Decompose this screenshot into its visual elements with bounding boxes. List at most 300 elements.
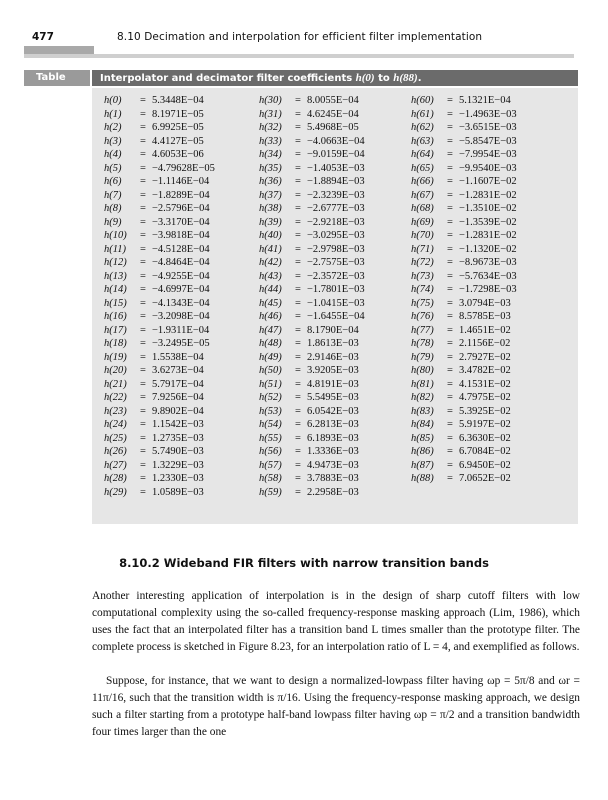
table-row bbox=[259, 189, 365, 203]
table-row bbox=[411, 445, 517, 459]
coefficient-label: h(71) bbox=[411, 243, 434, 255]
equals-sign: = bbox=[140, 122, 146, 133]
table-row bbox=[259, 94, 365, 108]
coefficient-value: 6.9450E−02 bbox=[459, 459, 511, 471]
equals-sign: = bbox=[295, 230, 301, 241]
coefficient-value: 3.6273E−04 bbox=[152, 365, 204, 376]
table-row bbox=[411, 378, 517, 392]
equals-sign: = bbox=[140, 473, 146, 484]
table-row bbox=[411, 405, 517, 419]
table-column-1 bbox=[104, 94, 215, 499]
coefficient-label: h(26) bbox=[104, 446, 127, 457]
table-row bbox=[259, 378, 365, 392]
coefficient-value: −4.5128E−04 bbox=[152, 243, 210, 255]
coefficient-value: 4.8191E−03 bbox=[307, 378, 359, 390]
coefficient-value: 5.7917E−04 bbox=[152, 378, 204, 390]
coefficient-label: h(49) bbox=[259, 351, 282, 363]
coefficient-label: h(43) bbox=[259, 270, 282, 282]
table-row bbox=[259, 391, 365, 405]
coefficient-value: 6.1893E−03 bbox=[307, 432, 359, 444]
equals-sign: = bbox=[140, 446, 146, 457]
table-row bbox=[259, 472, 365, 486]
table-row bbox=[104, 202, 215, 216]
equals-sign: = bbox=[295, 257, 301, 268]
table-row bbox=[259, 351, 365, 365]
table-row bbox=[411, 283, 517, 297]
equals-sign: = bbox=[447, 405, 453, 417]
table-row bbox=[104, 459, 215, 473]
coefficient-label: h(37) bbox=[259, 189, 282, 201]
coefficient-value: 6.9925E−05 bbox=[152, 122, 204, 133]
coefficient-value: 4.6245E−04 bbox=[307, 108, 359, 120]
coefficient-value: −2.9218E−03 bbox=[307, 216, 365, 228]
table-row bbox=[259, 405, 365, 419]
coefficient-value: 7.0652E−02 bbox=[459, 473, 511, 484]
coefficient-value: 1.2735E−03 bbox=[152, 432, 204, 444]
equals-sign: = bbox=[295, 243, 301, 255]
equals-sign: = bbox=[140, 338, 146, 349]
equals-sign: = bbox=[140, 95, 146, 106]
coefficient-value: 5.4968E−05 bbox=[307, 122, 359, 133]
table-row bbox=[104, 148, 215, 162]
equals-sign: = bbox=[295, 446, 301, 457]
equals-sign: = bbox=[447, 378, 453, 390]
coefficient-value: 5.5495E−03 bbox=[307, 392, 359, 403]
equals-sign: = bbox=[140, 176, 146, 187]
coefficient-label: h(31) bbox=[259, 108, 282, 120]
table-row bbox=[259, 256, 365, 270]
coefficient-label: h(6) bbox=[104, 176, 122, 187]
equals-sign: = bbox=[295, 189, 301, 201]
equals-sign: = bbox=[140, 351, 146, 363]
coefficient-label: h(75) bbox=[411, 297, 434, 309]
table-row bbox=[259, 283, 365, 297]
coefficient-label: h(12) bbox=[104, 257, 127, 268]
coefficient-label: h(48) bbox=[259, 338, 282, 349]
running-head: 8.10 Decimation and interpolation for efficient filter implementation bbox=[117, 31, 483, 43]
coefficient-value: −2.6777E−03 bbox=[307, 203, 365, 214]
equals-sign: = bbox=[447, 257, 453, 268]
table-row bbox=[411, 216, 517, 230]
table-row bbox=[259, 216, 365, 230]
coefficient-value: 5.1321E−04 bbox=[459, 95, 511, 106]
table-row bbox=[104, 229, 215, 243]
coefficient-value: −1.3539E−02 bbox=[459, 216, 517, 228]
table-row bbox=[104, 270, 215, 284]
equals-sign: = bbox=[447, 419, 453, 430]
coefficient-value: −1.3510E−02 bbox=[459, 203, 517, 214]
coefficient-value: 5.3925E−02 bbox=[459, 405, 511, 417]
coefficient-label: h(18) bbox=[104, 338, 127, 349]
coefficient-label: h(50) bbox=[259, 365, 282, 376]
coefficient-value: −3.3170E−04 bbox=[152, 216, 210, 228]
equals-sign: = bbox=[140, 203, 146, 214]
coefficient-label: h(68) bbox=[411, 203, 434, 214]
equals-sign: = bbox=[447, 284, 453, 295]
coefficient-label: h(32) bbox=[259, 122, 282, 133]
coefficient-label: h(52) bbox=[259, 392, 282, 403]
coefficient-value: −4.79628E−05 bbox=[152, 162, 215, 174]
equals-sign: = bbox=[447, 297, 453, 309]
table-row bbox=[259, 162, 365, 176]
coefficient-value: −1.9311E−04 bbox=[152, 324, 210, 336]
equals-sign: = bbox=[447, 203, 453, 214]
coefficient-label: h(63) bbox=[411, 135, 434, 147]
coefficient-value: −3.2495E−05 bbox=[152, 338, 210, 349]
table-row bbox=[259, 337, 365, 351]
table-row bbox=[104, 189, 215, 203]
equals-sign: = bbox=[447, 216, 453, 228]
table-row bbox=[104, 216, 215, 230]
table-row bbox=[104, 364, 215, 378]
coefficient-label: h(64) bbox=[411, 149, 434, 160]
coefficient-label: h(29) bbox=[104, 486, 127, 498]
coefficient-label: h(53) bbox=[259, 405, 282, 417]
table-row bbox=[411, 459, 517, 473]
coefficient-label: h(84) bbox=[411, 419, 434, 430]
equals-sign: = bbox=[447, 432, 453, 444]
equals-sign: = bbox=[447, 446, 453, 457]
table-row bbox=[259, 459, 365, 473]
table-row bbox=[104, 121, 215, 135]
table-row bbox=[104, 108, 215, 122]
coefficient-label: h(21) bbox=[104, 378, 127, 390]
coefficient-label: h(3) bbox=[104, 135, 122, 147]
coefficient-label: h(40) bbox=[259, 230, 282, 241]
table-row bbox=[411, 324, 517, 338]
coefficient-label: h(55) bbox=[259, 432, 282, 444]
table-row bbox=[104, 297, 215, 311]
coefficient-value: 4.6053E−06 bbox=[152, 149, 204, 160]
coefficient-value: 2.7927E−02 bbox=[459, 351, 511, 363]
table-row bbox=[411, 148, 517, 162]
table-label: Table 8.2. bbox=[24, 70, 90, 86]
equals-sign: = bbox=[295, 149, 301, 160]
coefficient-value: −1.1320E−02 bbox=[459, 243, 517, 255]
coefficient-value: 7.9256E−04 bbox=[152, 392, 204, 403]
equals-sign: = bbox=[295, 162, 301, 174]
coefficient-label: h(58) bbox=[259, 473, 282, 484]
coefficient-value: −1.8289E−04 bbox=[152, 189, 210, 201]
equals-sign: = bbox=[140, 486, 146, 498]
table-title-h0: h(0) bbox=[355, 72, 375, 84]
table-title-h88: h(88) bbox=[393, 72, 418, 84]
coefficient-value: −2.9798E−03 bbox=[307, 243, 365, 255]
coefficient-value: −4.0663E−04 bbox=[307, 135, 365, 147]
equals-sign: = bbox=[140, 378, 146, 390]
table-row bbox=[411, 270, 517, 284]
coefficient-value: 6.7084E−02 bbox=[459, 446, 511, 457]
coefficient-label: h(35) bbox=[259, 162, 282, 174]
table-row bbox=[259, 297, 365, 311]
coefficient-value: 1.3229E−03 bbox=[152, 459, 204, 471]
equals-sign: = bbox=[295, 135, 301, 147]
table-title-prefix: Interpolator and decimator filter coefficients bbox=[100, 73, 356, 84]
coefficient-label: h(41) bbox=[259, 243, 282, 255]
equals-sign: = bbox=[295, 203, 301, 214]
equals-sign: = bbox=[295, 378, 301, 390]
coefficient-label: h(54) bbox=[259, 419, 282, 430]
coefficient-label: h(25) bbox=[104, 432, 127, 444]
coefficient-value: −4.9255E−04 bbox=[152, 270, 210, 282]
coefficient-label: h(4) bbox=[104, 149, 122, 160]
coefficient-label: h(28) bbox=[104, 473, 127, 484]
equals-sign: = bbox=[140, 135, 146, 147]
equals-sign: = bbox=[295, 176, 301, 187]
table-row bbox=[411, 418, 517, 432]
table-row bbox=[259, 121, 365, 135]
equals-sign: = bbox=[447, 392, 453, 403]
coefficient-value: −1.8894E−03 bbox=[307, 176, 365, 187]
table-row bbox=[411, 391, 517, 405]
coefficient-label: h(85) bbox=[411, 432, 434, 444]
table-row bbox=[104, 445, 215, 459]
table-row bbox=[104, 472, 215, 486]
coefficient-value: 2.1156E−02 bbox=[459, 338, 511, 349]
coefficient-value: 6.0542E−03 bbox=[307, 405, 359, 417]
table-row bbox=[259, 324, 365, 338]
coefficient-value: 3.0794E−03 bbox=[459, 297, 511, 309]
coefficient-label: h(46) bbox=[259, 311, 282, 322]
table-row bbox=[411, 229, 517, 243]
equals-sign: = bbox=[140, 419, 146, 430]
coefficient-value: −4.1343E−04 bbox=[152, 297, 210, 309]
body-paragraph-2: Suppose, for instance, that we want to design a normalized-lowpass filter having ωp = 5π/8 and ωr = 11π/16, such that the transition width is π/16. Using the frequency-response masking approach, we design such a filter starting from a prototype half-band lowpass filter having ωp = π/2 and a transition bandwidth four times larger than the one bbox=[92, 675, 580, 738]
coefficient-value: 8.1971E−05 bbox=[152, 108, 204, 120]
coefficient-value: 4.7975E−02 bbox=[459, 392, 511, 403]
coefficient-value: 9.8902E−04 bbox=[152, 405, 204, 417]
table-row bbox=[104, 135, 215, 149]
equals-sign: = bbox=[295, 95, 301, 106]
coefficient-value: −2.3572E−03 bbox=[307, 270, 365, 282]
equals-sign: = bbox=[140, 149, 146, 160]
table-row bbox=[259, 202, 365, 216]
coefficient-value: −3.2098E−04 bbox=[152, 311, 210, 322]
coefficient-label: h(22) bbox=[104, 392, 127, 403]
coefficient-value: −1.1607E−02 bbox=[459, 176, 517, 187]
coefficient-label: h(0) bbox=[104, 95, 122, 106]
table-row bbox=[411, 243, 517, 257]
coefficient-label: h(67) bbox=[411, 189, 434, 201]
coefficient-label: h(72) bbox=[411, 257, 434, 268]
table-row bbox=[411, 108, 517, 122]
coefficient-value: 1.5538E−04 bbox=[152, 351, 204, 363]
table-row bbox=[411, 256, 517, 270]
coefficient-value: 2.9146E−03 bbox=[307, 351, 359, 363]
coefficient-label: h(9) bbox=[104, 216, 122, 228]
equals-sign: = bbox=[295, 122, 301, 133]
coefficient-label: h(5) bbox=[104, 162, 122, 174]
table-row bbox=[259, 229, 365, 243]
coefficient-value: −4.6997E−04 bbox=[152, 284, 210, 295]
table-row bbox=[259, 270, 365, 284]
header-rule-light bbox=[24, 54, 574, 58]
table-row bbox=[411, 472, 517, 486]
coefficient-value: −1.7298E−03 bbox=[459, 284, 517, 295]
coefficient-label: h(8) bbox=[104, 203, 122, 214]
equals-sign: = bbox=[140, 216, 146, 228]
equals-sign: = bbox=[447, 135, 453, 147]
coefficient-label: h(13) bbox=[104, 270, 127, 282]
equals-sign: = bbox=[447, 162, 453, 174]
table-column-3 bbox=[411, 94, 517, 486]
coefficient-value: 6.3630E−02 bbox=[459, 432, 511, 444]
coefficient-label: h(24) bbox=[104, 419, 127, 430]
coefficient-value: −1.1146E−04 bbox=[152, 176, 210, 187]
equals-sign: = bbox=[140, 257, 146, 268]
table-row bbox=[259, 243, 365, 257]
equals-sign: = bbox=[140, 270, 146, 282]
table-row bbox=[411, 364, 517, 378]
coefficient-label: h(20) bbox=[104, 365, 127, 376]
equals-sign: = bbox=[140, 284, 146, 295]
table-row bbox=[259, 432, 365, 446]
table-title bbox=[92, 70, 578, 86]
equals-sign: = bbox=[295, 338, 301, 349]
equals-sign: = bbox=[447, 230, 453, 241]
table-row bbox=[259, 364, 365, 378]
coefficient-value: −1.2831E−02 bbox=[459, 230, 517, 241]
coefficient-value: 8.5785E−03 bbox=[459, 311, 511, 322]
coefficient-value: −9.0159E−04 bbox=[307, 149, 365, 160]
coefficient-label: h(38) bbox=[259, 203, 282, 214]
coefficient-label: h(65) bbox=[411, 162, 434, 174]
equals-sign: = bbox=[447, 324, 453, 336]
table-row bbox=[411, 175, 517, 189]
table-row bbox=[411, 351, 517, 365]
coefficient-label: h(77) bbox=[411, 324, 434, 336]
coefficient-value: −9.9540E−03 bbox=[459, 162, 517, 174]
coefficient-value: 4.4127E−05 bbox=[152, 135, 204, 147]
coefficient-label: h(39) bbox=[259, 216, 282, 228]
coefficient-value: −1.0415E−03 bbox=[307, 297, 365, 309]
equals-sign: = bbox=[447, 189, 453, 201]
table-row bbox=[411, 432, 517, 446]
table-title-mid: to bbox=[374, 73, 394, 84]
coefficient-label: h(14) bbox=[104, 284, 127, 295]
equals-sign: = bbox=[447, 243, 453, 255]
header-rule-dark bbox=[24, 46, 94, 54]
coefficient-value: 1.3336E−03 bbox=[307, 446, 359, 457]
table-row bbox=[411, 162, 517, 176]
coefficient-label: h(76) bbox=[411, 311, 434, 322]
coefficient-value: 5.7490E−03 bbox=[152, 446, 204, 457]
coefficient-label: h(78) bbox=[411, 338, 434, 349]
table-row bbox=[104, 405, 215, 419]
coefficient-value: −5.8547E−03 bbox=[459, 135, 517, 147]
equals-sign: = bbox=[140, 405, 146, 417]
coefficient-label: h(51) bbox=[259, 378, 282, 390]
coefficient-value: 1.2330E−03 bbox=[152, 473, 204, 484]
coefficient-label: h(7) bbox=[104, 189, 122, 201]
equals-sign: = bbox=[295, 419, 301, 430]
coefficient-label: h(36) bbox=[259, 176, 282, 187]
coefficient-value: −2.3239E−03 bbox=[307, 189, 365, 201]
coefficient-label: h(70) bbox=[411, 230, 434, 241]
coefficient-value: −3.6515E−03 bbox=[459, 122, 517, 133]
equals-sign: = bbox=[295, 297, 301, 309]
coefficient-value: −8.9673E−03 bbox=[459, 257, 517, 268]
coefficient-value: −7.9954E−03 bbox=[459, 149, 517, 160]
equals-sign: = bbox=[295, 392, 301, 403]
coefficient-value: 4.1531E−02 bbox=[459, 378, 511, 390]
equals-sign: = bbox=[295, 459, 301, 471]
equals-sign: = bbox=[140, 392, 146, 403]
equals-sign: = bbox=[447, 365, 453, 376]
coefficient-label: h(10) bbox=[104, 230, 127, 241]
equals-sign: = bbox=[447, 351, 453, 363]
coefficient-label: h(34) bbox=[259, 149, 282, 160]
table-row bbox=[411, 202, 517, 216]
table-row bbox=[104, 418, 215, 432]
equals-sign: = bbox=[295, 311, 301, 322]
coefficient-value: 1.8613E−03 bbox=[307, 338, 359, 349]
equals-sign: = bbox=[295, 486, 301, 498]
body-paragraph-1: Another interesting application of interpolation is in the design of sharp cutoff filters with low computational complexity using the so-called frequency-response masking approach (Lim, 1986), which uses the fact that an interpolated filter has a transition band L times smaller than the prototype filter. The complete process is sketched in Figure 8.23, for an interpolation ratio of L = 4, and exemplified as follows. bbox=[92, 590, 580, 653]
table-row bbox=[104, 324, 215, 338]
coefficient-value: −1.4963E−03 bbox=[459, 108, 517, 120]
coefficient-label: h(69) bbox=[411, 216, 434, 228]
equals-sign: = bbox=[140, 230, 146, 241]
equals-sign: = bbox=[295, 216, 301, 228]
table-row bbox=[259, 310, 365, 324]
table-row bbox=[259, 486, 365, 500]
coefficient-label: h(30) bbox=[259, 95, 282, 106]
coefficient-value: 5.9197E−02 bbox=[459, 419, 511, 430]
coefficient-label: h(66) bbox=[411, 176, 434, 187]
coefficient-value: −3.0295E−03 bbox=[307, 230, 365, 241]
equals-sign: = bbox=[140, 189, 146, 201]
coefficient-value: 2.2958E−03 bbox=[307, 486, 359, 498]
equals-sign: = bbox=[295, 405, 301, 417]
equals-sign: = bbox=[447, 270, 453, 282]
equals-sign: = bbox=[447, 338, 453, 349]
coefficient-label: h(23) bbox=[104, 405, 127, 417]
coefficient-value: −2.7575E−03 bbox=[307, 257, 365, 268]
equals-sign: = bbox=[295, 270, 301, 282]
coefficient-label: h(88) bbox=[411, 473, 434, 484]
coefficient-label: h(42) bbox=[259, 257, 282, 268]
coefficient-value: 4.9473E−03 bbox=[307, 459, 359, 471]
coefficient-value: −1.7801E−03 bbox=[307, 284, 365, 295]
equals-sign: = bbox=[140, 432, 146, 444]
table-row bbox=[104, 243, 215, 257]
table-row bbox=[259, 135, 365, 149]
table-row bbox=[104, 486, 215, 500]
coefficient-label: h(44) bbox=[259, 284, 282, 295]
table-row bbox=[411, 310, 517, 324]
equals-sign: = bbox=[447, 95, 453, 106]
table-row bbox=[104, 391, 215, 405]
coefficient-value: 6.2813E−03 bbox=[307, 419, 359, 430]
coefficient-value: 3.4782E−02 bbox=[459, 365, 511, 376]
table-row bbox=[104, 337, 215, 351]
table-row bbox=[104, 351, 215, 365]
page-header bbox=[0, 0, 608, 60]
coefficient-value: 5.3448E−04 bbox=[152, 95, 204, 106]
coefficient-value: 3.9205E−03 bbox=[307, 365, 359, 376]
coefficient-label: h(61) bbox=[411, 108, 434, 120]
table-row bbox=[104, 310, 215, 324]
equals-sign: = bbox=[295, 473, 301, 484]
table-row bbox=[411, 297, 517, 311]
equals-sign: = bbox=[140, 243, 146, 255]
table-row bbox=[259, 445, 365, 459]
coefficient-value: −5.7634E−03 bbox=[459, 270, 517, 282]
equals-sign: = bbox=[447, 311, 453, 322]
table-row bbox=[104, 175, 215, 189]
coefficient-value: −4.8464E−04 bbox=[152, 257, 210, 268]
